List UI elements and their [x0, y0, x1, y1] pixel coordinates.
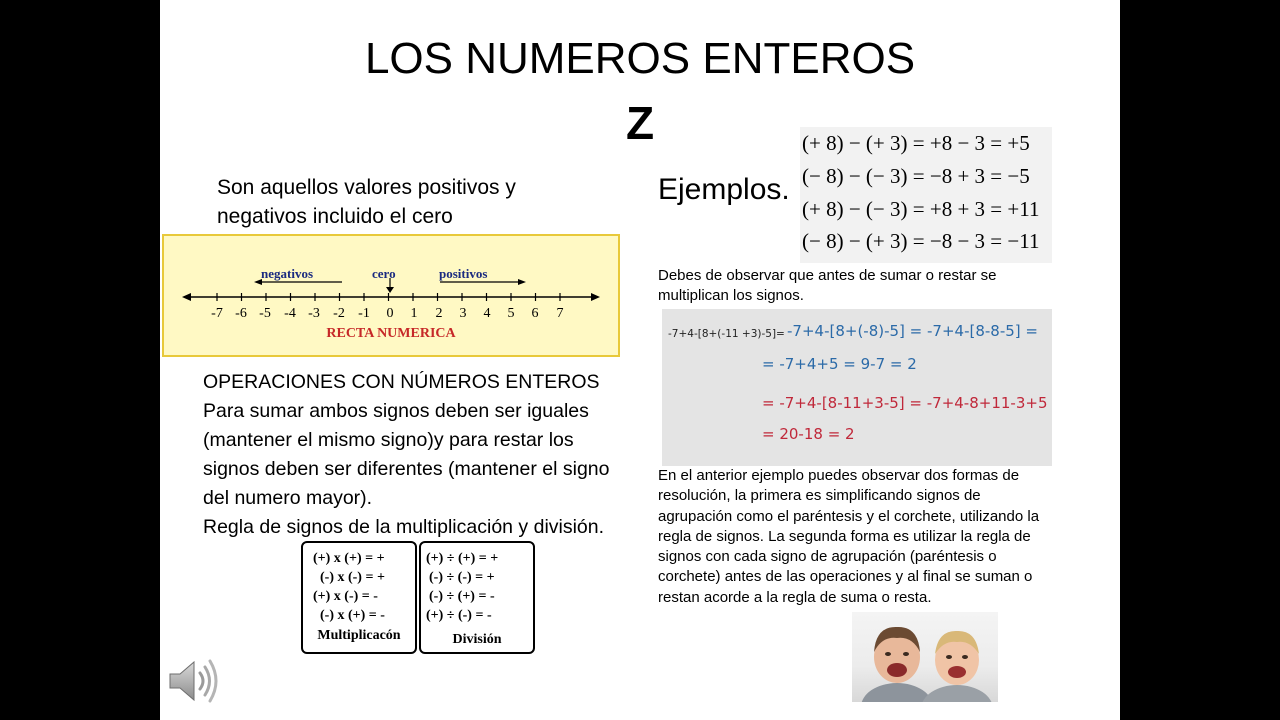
table-row: (-) x (+) = -	[320, 608, 385, 623]
number-line-tick: -2	[333, 306, 345, 321]
slide-title: LOS NUMEROS ENTEROS	[364, 34, 916, 83]
speaker-icon[interactable]	[166, 656, 222, 706]
number-line-tick: -1	[358, 306, 370, 321]
whiteboard-line-3: = -7+4-[8-11+3-5] = -7+4-8+11-3+5	[762, 394, 1048, 412]
children-photo	[852, 612, 998, 702]
table-row: (+) ÷ (-) = -	[426, 608, 492, 623]
number-line-tick: 3	[459, 306, 467, 321]
table-row: (+) x (-) = -	[313, 589, 378, 604]
operations-section	[203, 368, 623, 542]
operations-sign-rule-intro: Regla de signos de la multiplicación y división.	[203, 516, 605, 538]
number-line-tick: -4	[284, 306, 296, 321]
zero-label: cero	[372, 266, 396, 281]
slide-subtitle: Z	[625, 97, 655, 149]
operations-addition-rule: Para sumar ambos signos deben ser iguales (mantener el mismo signo)y para restar los signos deben ser diferentes (mantener el signo del numero mayor).	[203, 400, 610, 509]
whiteboard-line-4: = 20-18 = 2	[762, 425, 855, 443]
number-line-tick: 2	[435, 306, 443, 321]
number-line-tick: -5	[259, 306, 271, 321]
number-line-tick: -6	[235, 306, 247, 321]
examples-label: Ejemplos.	[658, 173, 790, 206]
equation: (− 8) − (+ 3) = −8 − 3 = −11	[802, 229, 1040, 253]
whiteboard-line-2: = -7+4+5 = 9-7 = 2	[762, 355, 917, 373]
number-line-tick: 7	[556, 306, 564, 321]
negative-label: negativos	[261, 266, 313, 281]
positive-label: positivos	[439, 266, 488, 281]
division-table	[419, 541, 535, 654]
table-row: (+) x (+) = +	[313, 551, 385, 566]
number-line-figure	[162, 234, 620, 357]
operations-heading: OPERACIONES CON NÚMEROS ENTEROS	[203, 371, 600, 393]
example-equations	[800, 127, 1052, 263]
equation: (+ 8) − (− 3) = +8 + 3 = +11	[802, 197, 1040, 221]
whiteboard-problem: -7+4-[8+(-11 +3)-5]=	[668, 328, 785, 340]
equation: (+ 8) − (+ 3) = +8 − 3 = +5	[802, 131, 1030, 155]
number-line-caption: RECTA NUMERICA	[326, 326, 456, 341]
table-row: (-) ÷ (-) = +	[429, 570, 495, 585]
number-line-tick: 6	[531, 306, 539, 321]
intro-text: Son aquellos valores positivos y negativos incluido el cero	[217, 176, 516, 228]
number-line-tick: 0	[386, 306, 394, 321]
whiteboard-line-1: -7+4-[8+(-8)-5] = -7+4-[8-8-5] =	[787, 322, 1038, 340]
table-row: (-) ÷ (+) = -	[429, 589, 495, 604]
examples-explanation: En el anterior ejemplo puedes observar dos formas de resolución, la primera es simplificando signos de agrupación como el paréntesis y el corchete, utilizando la regla de signos. La segunda forma es utilizar la regla de signos con cada signo de agrupación (paréntesis o corchete) antes de las operaciones y al final se suman o restan acorde a la regla de suma o resta.	[658, 467, 1040, 606]
multiplication-table	[301, 541, 417, 654]
equation: (− 8) − (− 3) = −8 + 3 = −5	[802, 164, 1030, 188]
division-caption: División	[452, 632, 502, 647]
number-line-tick: -3	[308, 306, 320, 321]
slide	[160, 0, 1120, 720]
number-line-tick: 1	[410, 306, 418, 321]
number-line-tick: 4	[483, 306, 491, 321]
whiteboard-example	[662, 309, 1052, 466]
number-line-tick: 5	[507, 306, 515, 321]
examples-note: Debes de observar que antes de sumar o restar se multiplican los signos.	[658, 267, 997, 304]
table-row: (-) x (-) = +	[320, 570, 385, 585]
table-row: (+) ÷ (+) = +	[426, 551, 499, 566]
multiplication-caption: Multiplicacón	[317, 628, 401, 643]
children-illustration	[852, 612, 998, 702]
number-line-tick: -7	[211, 306, 223, 321]
